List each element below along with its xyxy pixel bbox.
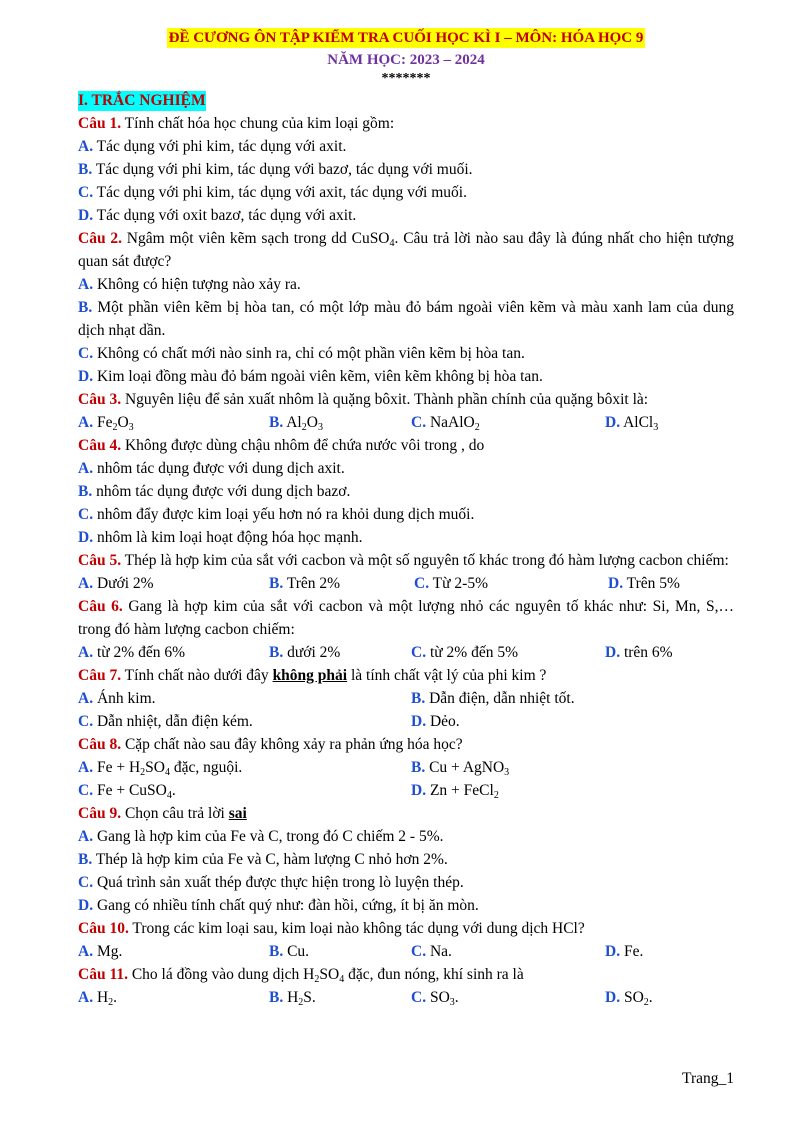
option-letter: D. xyxy=(605,644,621,661)
subscript: 2 xyxy=(108,997,114,1008)
question-text: SO xyxy=(319,966,340,983)
option-text: trên 6% xyxy=(620,644,673,661)
document-title: ĐỀ CƯƠNG ÔN TẬP KIỂM TRA CUỐI HỌC KÌ I – MÔN: HÓA HỌC 9 xyxy=(168,30,644,46)
option-letter: D. xyxy=(411,782,427,799)
option-letter: C. xyxy=(411,414,427,431)
option-letter: C. xyxy=(78,782,94,799)
answer-d xyxy=(411,710,460,733)
option-text: Quá trình sản xuất thép được thực hiện trong lò luyện thép. xyxy=(93,874,464,891)
option-letter: C. xyxy=(411,989,427,1006)
option-text: Dẻo. xyxy=(426,713,460,730)
option-text: Fe + H xyxy=(93,759,141,776)
answer-b xyxy=(411,756,509,779)
answer-d xyxy=(78,526,734,549)
option-text: H xyxy=(93,989,109,1006)
answer-c xyxy=(411,641,605,664)
answer-d xyxy=(605,641,673,664)
answer-c xyxy=(78,503,734,526)
answer-row xyxy=(78,779,734,802)
option-text: Na. xyxy=(426,943,452,960)
subscript: 2 xyxy=(140,767,146,778)
answer-c xyxy=(414,572,608,595)
question-10 xyxy=(78,917,734,940)
option-letter: B. xyxy=(78,299,93,316)
option-text: AlCl xyxy=(620,414,654,431)
answer-c xyxy=(78,710,411,733)
answer-d xyxy=(605,411,658,434)
answer-a xyxy=(78,940,269,963)
option-text: Gang có nhiều tính chất quý như: đàn hồi, cứng, ít bị ăn mòn. xyxy=(93,897,479,914)
question-text: Cặp chất nào sau đây không xảy ra phản ứng hóa học? xyxy=(121,736,463,753)
answer-d xyxy=(78,365,734,388)
answer-d xyxy=(608,572,680,595)
question-text: Trong các kim loại sau, kim loại nào không tác dụng với dung dịch HCl? xyxy=(128,920,585,937)
option-letter: C. xyxy=(411,644,427,661)
option-letter: B. xyxy=(411,690,426,707)
option-letter: D. xyxy=(78,368,94,385)
option-text: Fe + CuSO xyxy=(93,782,167,799)
question-text: Cho lá đồng vào dung dịch H xyxy=(127,966,315,983)
option-text: O xyxy=(117,414,129,431)
subscript: 4 xyxy=(164,767,170,778)
answer-a xyxy=(78,825,734,848)
answer-c xyxy=(411,940,605,963)
option-letter: B. xyxy=(269,644,284,661)
question-number: Câu 9. xyxy=(78,805,122,822)
option-letter: B. xyxy=(269,414,284,431)
question-text: là tính chất vật lý của phi kim ? xyxy=(347,667,547,684)
option-letter: D. xyxy=(78,897,94,914)
question-text: Chọn câu trả lời xyxy=(121,805,229,822)
option-text: . xyxy=(454,989,459,1006)
option-letter: A. xyxy=(78,138,94,155)
option-text: O xyxy=(306,414,318,431)
option-letter: A. xyxy=(78,759,94,776)
subscript: 2 xyxy=(298,997,304,1008)
answer-row xyxy=(78,687,734,710)
option-letter: C. xyxy=(414,575,430,592)
option-letter: B. xyxy=(269,989,284,1006)
answer-row xyxy=(78,411,734,434)
question-number: Câu 10. xyxy=(78,920,129,937)
answer-a xyxy=(78,273,734,296)
answer-b xyxy=(78,480,734,503)
answer-a xyxy=(78,411,269,434)
option-letter: A. xyxy=(78,460,94,477)
option-text: Tác dụng với phi kim, tác dụng với axit. xyxy=(93,138,347,155)
question-9 xyxy=(78,802,734,825)
subscript: 4 xyxy=(389,238,395,249)
option-text: SO xyxy=(620,989,644,1006)
subscript: 4 xyxy=(339,974,345,985)
subscript: 2 xyxy=(474,422,480,433)
option-letter: C. xyxy=(78,713,94,730)
option-letter: A. xyxy=(78,690,94,707)
answer-b xyxy=(411,687,575,710)
question-number: Câu 5. xyxy=(78,552,122,569)
question-number: Câu 7. xyxy=(78,667,122,684)
option-text: S. xyxy=(303,989,316,1006)
subscript: 4 xyxy=(166,790,172,801)
question-11 xyxy=(78,963,734,986)
question-number: Câu 2. xyxy=(78,230,122,247)
answer-c xyxy=(78,342,734,365)
answer-c xyxy=(78,181,734,204)
question-number: Câu 1. xyxy=(78,115,122,132)
option-text: SO xyxy=(426,989,450,1006)
option-text: H xyxy=(283,989,299,1006)
option-letter: C. xyxy=(411,943,427,960)
answer-b xyxy=(78,296,734,342)
school-year: NĂM HỌC: 2023 – 2024 xyxy=(327,52,485,68)
question-text: Ngâm một viên kẽm sạch trong dd CuSO xyxy=(122,230,390,247)
option-text: . xyxy=(648,989,653,1006)
title-wrap xyxy=(78,26,734,49)
answer-b xyxy=(269,940,411,963)
option-letter: D. xyxy=(605,414,621,431)
subscript: 2 xyxy=(643,997,649,1008)
question-1 xyxy=(78,112,734,135)
option-text: nhôm tác dụng được với dung dịch bazơ. xyxy=(92,483,351,500)
option-text: Kim loại đồng màu đỏ bám ngoài viên kẽm, viên kẽm không bị hòa tan. xyxy=(93,368,543,385)
subscript: 2 xyxy=(301,422,307,433)
option-text: Mg. xyxy=(93,943,123,960)
option-letter: B. xyxy=(411,759,426,776)
option-letter: D. xyxy=(411,713,427,730)
option-text: Dẫn điện, dẫn nhiệt tốt. xyxy=(425,690,575,707)
answer-a xyxy=(78,986,269,1009)
option-text: dưới 2% xyxy=(283,644,341,661)
option-text: . xyxy=(113,989,118,1006)
option-text: Một phần viên kẽm bị hòa tan, có một lớp màu đỏ bám ngoài viên kẽm và màu xanh lam của dung dịch nhạt dần. xyxy=(78,299,734,339)
answer-row xyxy=(78,756,734,779)
option-text: NaAlO xyxy=(426,414,475,431)
question-number: Câu 4. xyxy=(78,437,122,454)
option-letter: D. xyxy=(605,943,621,960)
separator-stars: ******* xyxy=(381,71,431,86)
question-text: Thép là hợp kim của sắt với cacbon và một số nguyên tố khác trong đó hàm lượng cacbon chiếm: xyxy=(121,552,729,569)
option-letter: D. xyxy=(605,989,621,1006)
option-letter: A. xyxy=(78,943,94,960)
answer-a xyxy=(78,572,269,595)
answer-b xyxy=(269,411,411,434)
question-5 xyxy=(78,549,734,572)
option-text: Al xyxy=(283,414,302,431)
question-number: Câu 3. xyxy=(78,391,122,408)
answer-c xyxy=(411,986,605,1009)
option-letter: C. xyxy=(78,345,94,362)
option-text: Cu + AgNO xyxy=(425,759,505,776)
option-text: Gang là hợp kim của Fe và C, trong đó C chiếm 2 - 5%. xyxy=(93,828,444,845)
answer-b xyxy=(269,641,411,664)
subscript: 3 xyxy=(317,422,323,433)
option-letter: A. xyxy=(78,828,94,845)
option-text: Fe. xyxy=(620,943,644,960)
answer-a xyxy=(78,756,411,779)
question-text: Không được dùng chậu nhôm để chứa nước vôi trong , do xyxy=(121,437,485,454)
answer-row xyxy=(78,986,734,1009)
option-text: . xyxy=(171,782,176,799)
option-text: Thép là hợp kim của Fe và C, hàm lượng C nhỏ hơn 2%. xyxy=(92,851,448,868)
subscript: 3 xyxy=(504,767,510,778)
option-text: Không có chất mới nào sinh ra, chỉ có một phần viên kẽm bị hòa tan. xyxy=(93,345,525,362)
page-number: Trang_1 xyxy=(682,1070,734,1087)
option-text: Fe xyxy=(93,414,113,431)
answer-row xyxy=(78,641,734,664)
option-letter: C. xyxy=(78,506,94,523)
answer-row xyxy=(78,940,734,963)
answer-d xyxy=(411,779,499,802)
emphasis-text: sai xyxy=(228,805,247,822)
answer-a xyxy=(78,687,411,710)
answer-d xyxy=(605,940,643,963)
option-letter: B. xyxy=(78,851,93,868)
option-letter: A. xyxy=(78,644,94,661)
question-number: Câu 8. xyxy=(78,736,122,753)
option-letter: A. xyxy=(78,276,94,293)
answer-d xyxy=(78,894,734,917)
option-text: Tác dụng với oxit bazơ, tác dụng với axit. xyxy=(93,207,357,224)
option-text: Zn + FeCl xyxy=(426,782,494,799)
option-letter: A. xyxy=(78,414,94,431)
option-text: Không có hiện tượng nào xảy ra. xyxy=(93,276,301,293)
option-text: Ánh kim. xyxy=(93,690,156,707)
question-text: Gang là hợp kim của sắt với cacbon và một lượng nhỏ các nguyên tố khác như: Si, Mn, S,… trong đó hàm lượng cacbon chiếm: xyxy=(78,598,734,638)
subscript: 2 xyxy=(314,974,320,985)
document-page xyxy=(78,26,734,1009)
option-text: Tác dụng với phi kim, tác dụng với axit, tác dụng với muối. xyxy=(93,184,467,201)
question-3 xyxy=(78,388,734,411)
option-text: Dưới 2% xyxy=(93,575,154,592)
question-8 xyxy=(78,733,734,756)
subscript: 2 xyxy=(493,790,499,801)
option-letter: C. xyxy=(78,874,94,891)
subscript: 3 xyxy=(449,997,455,1008)
option-text: đặc, nguội. xyxy=(169,759,243,776)
question-2 xyxy=(78,227,734,273)
option-letter: A. xyxy=(78,575,94,592)
option-letter: B. xyxy=(269,943,284,960)
question-text: Tính chất nào dưới đây xyxy=(121,667,273,684)
option-letter: B. xyxy=(78,483,93,500)
option-letter: B. xyxy=(269,575,284,592)
option-text: SO xyxy=(145,759,165,776)
answer-row xyxy=(78,572,734,595)
option-text: nhôm đẩy được kim loại yếu hơn nó ra khỏi dung dịch muối. xyxy=(93,506,475,523)
option-letter: D. xyxy=(78,207,94,224)
answer-c xyxy=(78,871,734,894)
option-text: Trên 5% xyxy=(623,575,680,592)
subscript: 3 xyxy=(128,422,134,433)
option-text: nhôm là kim loại hoạt động hóa học mạnh. xyxy=(93,529,363,546)
question-text: . Câu trả lời nào sau đây là đúng nhất cho hiện tượng quan sát được? xyxy=(78,230,734,270)
question-text: đặc, đun nóng, khí sinh ra là xyxy=(344,966,524,983)
answer-b xyxy=(78,848,734,871)
question-text: Tính chất hóa học chung của kim loại gồm: xyxy=(121,115,395,132)
answer-d xyxy=(605,986,653,1009)
option-text: từ 2% đến 5% xyxy=(426,644,518,661)
option-letter: D. xyxy=(78,529,94,546)
answer-c xyxy=(411,411,605,434)
question-4 xyxy=(78,434,734,457)
emphasis-text: không phải xyxy=(272,667,348,684)
subscript: 2 xyxy=(112,422,118,433)
answer-d xyxy=(78,204,734,227)
option-letter: D. xyxy=(608,575,624,592)
option-text: Dẫn nhiệt, dẫn điện kém. xyxy=(93,713,253,730)
question-6 xyxy=(78,595,734,641)
option-text: Trên 2% xyxy=(283,575,341,592)
option-text: Cu. xyxy=(283,943,310,960)
option-text: Tác dụng với phi kim, tác dụng với bazơ, tác dụng với muối. xyxy=(92,161,473,178)
answer-b xyxy=(269,986,411,1009)
option-text: nhôm tác dụng được với dung dịch axit. xyxy=(93,460,345,477)
question-7 xyxy=(78,664,734,687)
question-number: Câu 11. xyxy=(78,966,128,983)
answer-a xyxy=(78,135,734,158)
question-number: Câu 6. xyxy=(78,598,123,615)
answer-row xyxy=(78,710,734,733)
question-text: Nguyên liệu để sản xuất nhôm là quặng bôxit. Thành phần chính của quặng bôxit là: xyxy=(121,391,649,408)
option-text: từ 2% đến 6% xyxy=(93,644,185,661)
answer-a xyxy=(78,457,734,480)
answer-c xyxy=(78,779,411,802)
answer-b xyxy=(269,572,414,595)
subscript: 3 xyxy=(653,422,659,433)
section-title: I. TRẮC NGHIỆM xyxy=(78,92,206,109)
option-text: Từ 2-5% xyxy=(429,575,488,592)
answer-a xyxy=(78,641,269,664)
option-letter: B. xyxy=(78,161,93,178)
answer-b xyxy=(78,158,734,181)
option-letter: C. xyxy=(78,184,94,201)
option-letter: A. xyxy=(78,989,94,1006)
